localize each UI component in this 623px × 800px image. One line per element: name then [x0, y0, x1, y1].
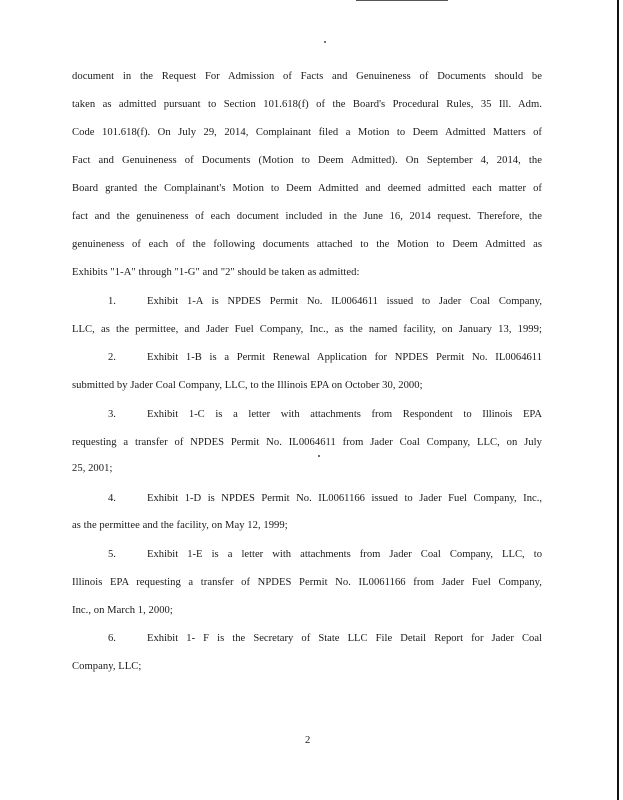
intro-line: document in the Request For Admission of Facts and Genuineness of Documents should be — [72, 71, 542, 82]
list-item-number: 1. — [108, 296, 116, 307]
list-item-text: Exhibit 1-E is a letter with attachments from Jader Coal Company, LLC, to — [147, 549, 542, 560]
list-item-continuation: LLC, as the permittee, and Jader Fuel Company, Inc., as the named facility, on January 13, 1999; — [72, 324, 542, 335]
intro-line: Board granted the Complainant's Motion to Deem Admitted and deemed admitted each matter of — [72, 183, 542, 194]
list-item-text: Exhibit 1-D is NPDES Permit No. IL0061166 issued to Jader Fuel Company, Inc., — [147, 493, 542, 504]
list-item-continuation: Company, LLC; — [72, 661, 142, 672]
list-item-continuation: Inc., on March 1, 2000; — [72, 605, 173, 616]
list-item-text: Exhibit 1- F is the Secretary of State LLC File Detail Report for Jader Coal — [147, 633, 542, 644]
intro-line: Fact and Genuineness of Documents (Motion to Deem Admitted). On September 4, 2014, the — [72, 155, 542, 166]
intro-line: genuineness of each of the following documents attached to the Motion to Deem Admitted as — [72, 239, 542, 250]
intro-line: taken as admitted pursuant to Section 101.618(f) of the Board's Procedural Rules, 35 Ill. Adm. — [72, 99, 542, 110]
list-item-continuation: 25, 2001; — [72, 463, 113, 474]
list-item-text: Exhibit 1-B is a Permit Renewal Application for NPDES Permit No. IL0064611 — [147, 352, 542, 363]
scan-speck — [318, 455, 320, 457]
list-item-number: 3. — [108, 409, 116, 420]
scan-speck — [324, 41, 326, 43]
list-item-number: 2. — [108, 352, 116, 363]
scan-top-mark — [356, 0, 448, 1]
list-item-text: Exhibit 1-C is a letter with attachments from Respondent to Illinois EPA — [147, 409, 542, 420]
list-item-continuation: Illinois EPA requesting a transfer of NPDES Permit No. IL0061166 from Jader Fuel Company, — [72, 577, 542, 588]
list-item-continuation: as the permittee and the facility, on May 12, 1999; — [72, 520, 288, 531]
list-item-continuation: submitted by Jader Coal Company, LLC, to the Illinois EPA on October 30, 2000; — [72, 380, 423, 391]
intro-line: fact and the genuineness of each document included in the June 16, 2014 request. Therefore, the — [72, 211, 542, 222]
scan-right-edge — [617, 0, 619, 800]
list-item-text: Exhibit 1-A is NPDES Permit No. IL0064611 issued to Jader Coal Company, — [147, 296, 542, 307]
intro-line: Code 101.618(f). On July 29, 2014, Complainant filed a Motion to Deem Admitted Matters of — [72, 127, 542, 138]
list-item-number: 6. — [108, 633, 116, 644]
list-item-number: 5. — [108, 549, 116, 560]
list-item-continuation: requesting a transfer of NPDES Permit No. IL0064611 from Jader Coal Company, LLC, on July — [72, 437, 542, 448]
list-item-number: 4. — [108, 493, 116, 504]
page-number: 2 — [305, 735, 311, 746]
intro-line: Exhibits "1-A" through "1-G" and "2" should be taken as admitted: — [72, 267, 360, 278]
